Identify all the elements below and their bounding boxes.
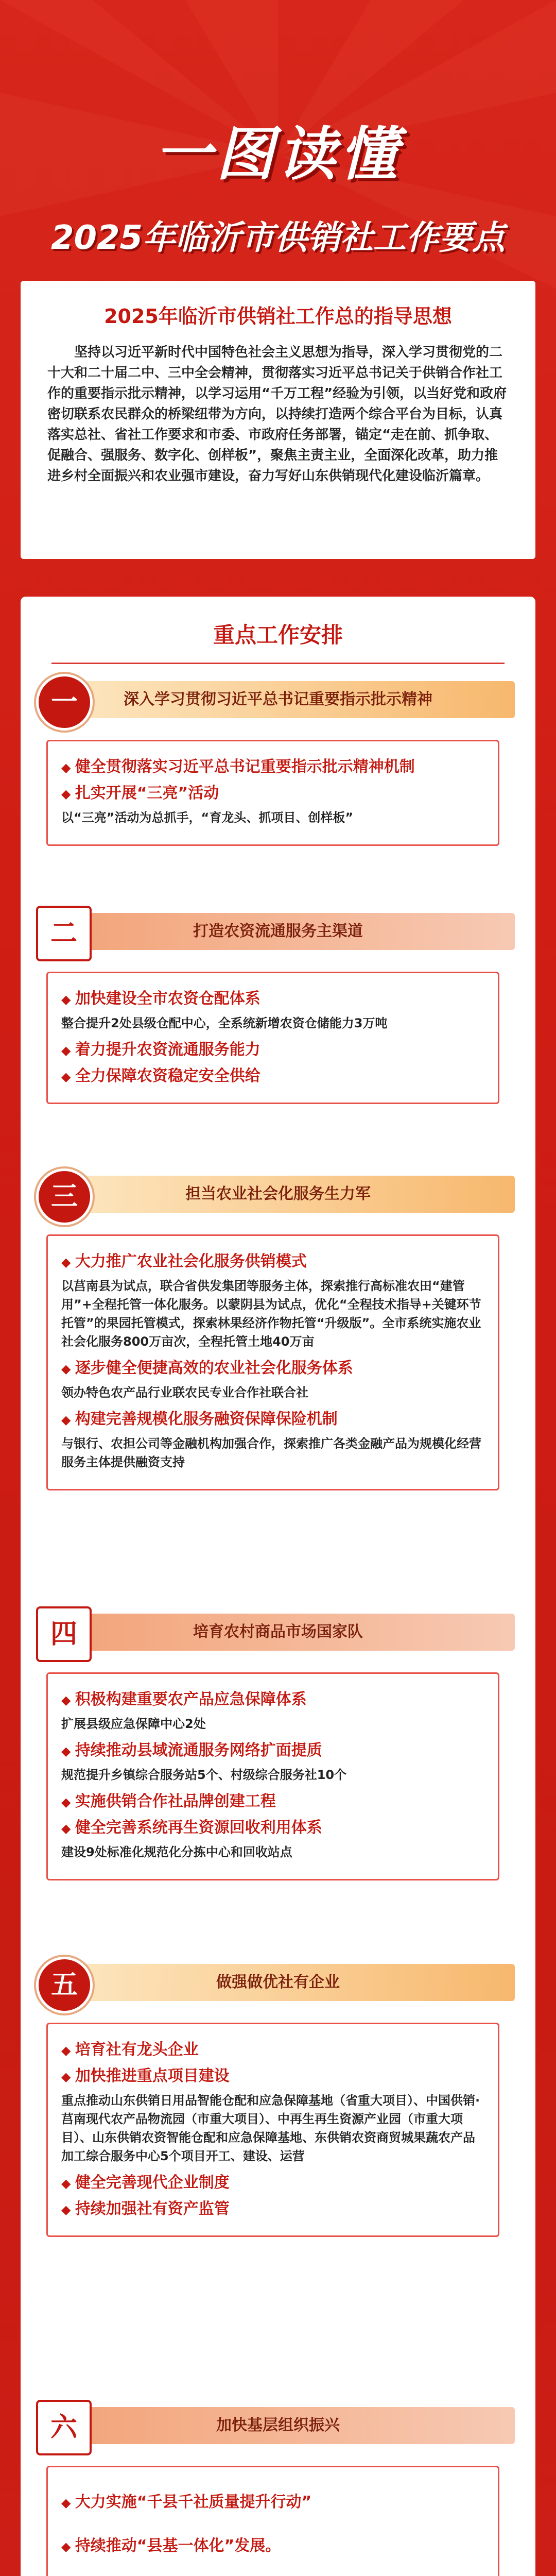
- section-content: [46, 2466, 499, 2576]
- section-3: [41, 1168, 515, 1490]
- list-item: ◆ 大力实施“千县千社质量提升行动”: [61, 2491, 484, 2514]
- list-item: ◆ 扎实开展“三亮”活动: [61, 782, 484, 805]
- section-title: 培育农村商品市场国家队: [193, 1623, 363, 1641]
- section-title: 做强做优社有企业: [216, 1973, 340, 1991]
- list-item: ◆ 健全完善系统再生资源回收利用体系: [61, 1817, 484, 1840]
- key-work-title: 重点工作安排: [21, 618, 535, 664]
- section-6: [41, 2400, 515, 2576]
- list-item: ◆ 持续推动县域流通服务网络扩面提质: [61, 1739, 484, 1762]
- section-title: 深入学习贯彻习近平总书记重要指示批示精神: [124, 690, 432, 708]
- list-item: ◆ 健全贯彻落实习近平总书记重要指示批示精神机制: [61, 756, 484, 779]
- section-number: 一: [36, 674, 93, 731]
- section-title: 加快基层组织振兴: [216, 2416, 340, 2434]
- section-title: 担当农业社会化服务生力军: [185, 1185, 371, 1203]
- list-item: ◆ 持续加强社有资产监管: [61, 2198, 484, 2221]
- section-2: [41, 906, 515, 1104]
- list-item: ◆ 大力推广农业社会化服务供销模式: [61, 1250, 484, 1274]
- hero-subtitle: 2025年临沂市供销社工作要点: [50, 219, 506, 257]
- list-item: ◆ 持续推动“县基一体化”发展。: [61, 2535, 484, 2558]
- list-item: ◆ 逐步健全便捷高效的农业社会化服务体系: [61, 1357, 484, 1380]
- list-item: ◆ 培育社有龙头企业: [61, 2039, 484, 2062]
- section-number: 五: [36, 1957, 93, 2013]
- item-desc: 规范提升乡镇综合服务站5个、村级综合服务社10个: [61, 1768, 347, 1782]
- guide-body: 坚持以习近平新时代中国特色社会主义思想为指导，深入学习贯彻党的二十大和二十届二中、三中全会精神，贯彻落实习近平总书记关于供销合作社工作的重要指示批示精神，以学习运用“千万工程”经验为引领，以当好党和政府密切联系农民群众的桥梁纽带为方向，以持续打造两个综合平台为目标，认真落实总社、省社工作要求和市委、市政府任务部署，锚定“走在前、抓争取、促融合、强服务、数字化、创样板”，聚焦主责主业，全面深化改革，助力推进乡村全面振兴和农业强市建设，奋力写好山东供销现代化建设临沂篇章。: [47, 345, 507, 484]
- list-item: ◆ 加快推进重点项目建设: [61, 2065, 484, 2088]
- item-desc: 建设9处标准化规范化分拣中心和回收站点: [61, 1845, 292, 1859]
- item-desc: 与银行、农担公司等金融机构加强合作，探索推广各类金融产品为规模化经营服务主体提供融资支持: [61, 1436, 481, 1469]
- hero-header: [0, 0, 556, 278]
- section-content: [46, 1234, 499, 1490]
- list-item: ◆ 加快建设全市农资仓配体系: [61, 988, 484, 1011]
- section-5: [41, 1957, 515, 2237]
- section-number: 六: [36, 2400, 92, 2455]
- section-number: 四: [36, 1606, 92, 1662]
- section-4: [41, 1606, 515, 1880]
- list-item: ◆ 实施供销合作社品牌创建工程: [61, 1790, 484, 1814]
- hero-title: 一图读懂: [154, 121, 402, 188]
- list-item: ◆ 健全完善现代企业制度: [61, 2172, 484, 2195]
- item-desc: 领办特色农产品行业联农民专业合作社联合社: [61, 1385, 308, 1400]
- section-content: [46, 2023, 499, 2237]
- item-desc: 以“三亮”活动为总抓手，“育龙头、抓项目、创样板”: [61, 810, 354, 825]
- list-item: ◆ 积极构建重要农产品应急保障体系: [61, 1688, 484, 1711]
- section-content: [46, 972, 499, 1104]
- guide-card: [21, 281, 535, 559]
- item-desc: 以莒南县为试点，联合省供发集团等服务主体，探索推行高标准农田“建管用”+全程托管一体化服务。以蒙阴县为试点，优化“全程技术指导+关键环节托管”的果园托管模式，探索林果经济作物托管“升级版”。全市系统实施农业社会化服务800万亩次，全程托管土地40万亩: [61, 1279, 481, 1349]
- section-content: [46, 740, 499, 846]
- list-item: ◆ 着力提升农资流通服务能力: [61, 1039, 484, 1062]
- item-desc: 重点推动山东供销日用品智能仓配和应急保障基地（省重大项目）、中国供销·莒南现代农产品物流园（市重大项目）、中再生再生资源产业园（市重大项目）、山东供销农资智能仓配和应急保障基地、东供销农资商贸城果蔬农产品加工综合服务中心5个项目开工、建设、运营: [61, 2093, 480, 2163]
- list-item: ◆ 全力保障农资稳定安全供给: [61, 1065, 484, 1088]
- section-title: 打造农资流通服务主渠道: [193, 922, 363, 940]
- item-desc: 扩展县级应急保障中心2处: [61, 1717, 206, 1731]
- section-1: [41, 674, 515, 846]
- section-content: [46, 1672, 499, 1880]
- list-item: ◆ 构建完善规模化服务融资保障保险机制: [61, 1408, 484, 1431]
- item-desc: 整合提升2处县级仓配中心，全系统新增农资仓储能力3万吨: [61, 1016, 388, 1030]
- key-work-card: [21, 597, 535, 2576]
- guide-title: 2025年临沂市供销社工作总的指导思想: [104, 305, 452, 328]
- section-number: 三: [36, 1168, 93, 1225]
- section-number: 二: [36, 906, 92, 961]
